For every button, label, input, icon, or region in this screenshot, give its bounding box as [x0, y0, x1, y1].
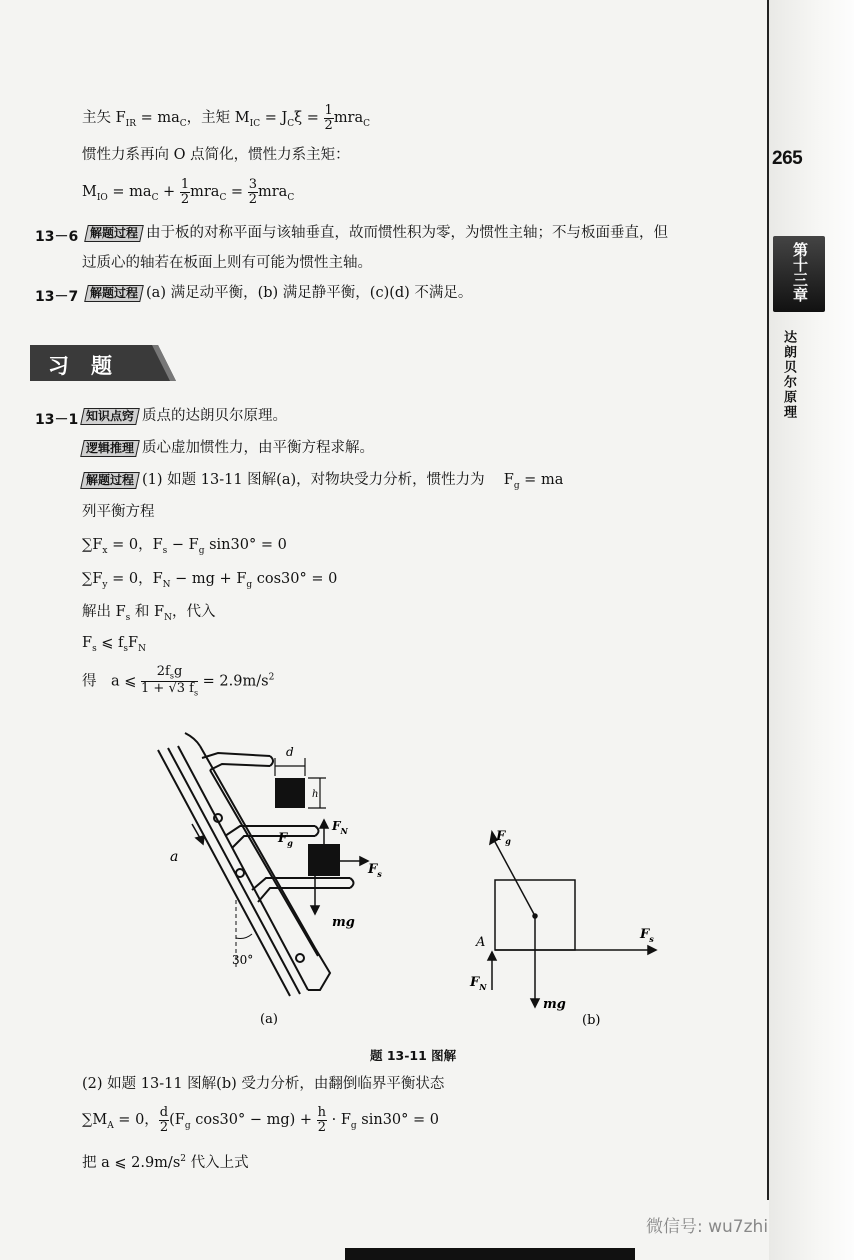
- chapter-tab: [773, 236, 825, 312]
- text: ξ =: [294, 110, 324, 127]
- text: 由于板的对称平面与该轴垂直，故而惯性积为零，为惯性主轴；不与板面垂直，但: [146, 225, 669, 241]
- sub: g: [198, 545, 205, 556]
- text: (1) 如题 13-11 图解(a)，对物块受力分析，惯性力为 F: [142, 472, 514, 488]
- figure-13-11: [140, 728, 660, 1038]
- text: · F: [327, 1112, 351, 1129]
- text: F: [640, 927, 650, 942]
- page-number: 265: [772, 148, 803, 169]
- text: − F: [167, 537, 199, 553]
- denominator: [141, 682, 198, 698]
- sub: s: [193, 688, 199, 698]
- text: mra: [190, 184, 220, 201]
- sub: N: [340, 826, 348, 836]
- sub: C: [287, 119, 295, 130]
- sub: C: [179, 119, 187, 130]
- eq-main-vector: [82, 104, 370, 132]
- text: ，主矩 M: [186, 110, 250, 127]
- text: ⩽ f: [96, 635, 124, 651]
- fraction: [180, 178, 190, 206]
- label-mg-a: mg: [332, 915, 355, 930]
- item-number: 13－1: [35, 412, 79, 428]
- section-title: 习题: [48, 354, 134, 378]
- denominator: 2: [324, 117, 333, 133]
- logic-tag: [80, 440, 140, 457]
- text: (F: [169, 1112, 185, 1129]
- fraction: [159, 1106, 169, 1134]
- eq-main-moment: [82, 178, 294, 206]
- fraction: [324, 104, 334, 132]
- text: (a) 满足动平衡，(b) 满足静平衡，(c)(d) 不满足。: [146, 285, 473, 301]
- fraction: [248, 178, 258, 206]
- tag-label: 知识点窍: [86, 409, 135, 423]
- item-13-6-line1: [86, 225, 668, 242]
- text: cos30° = 0: [252, 571, 338, 587]
- denominator: 2: [317, 1119, 326, 1135]
- text: 质心虚加惯性力，由平衡方程求解。: [142, 440, 375, 456]
- sub: g: [513, 480, 520, 491]
- fraction: [317, 1106, 327, 1134]
- eq-sum-fy: [82, 571, 337, 591]
- sub: g: [287, 838, 293, 848]
- subfig-a-label: (a): [260, 1012, 278, 1027]
- sub: C: [363, 119, 371, 130]
- label-mg-b: mg: [543, 997, 566, 1012]
- text: 2f: [156, 664, 170, 679]
- figure-caption: 题 13-11 图解: [370, 1048, 457, 1063]
- subfig-b-label: (b): [582, 1013, 601, 1028]
- text: F: [128, 635, 139, 651]
- label-fn-a: [331, 819, 349, 836]
- solution-tag: [84, 225, 144, 242]
- text: ，代入: [171, 604, 216, 620]
- numerator: 3: [248, 177, 257, 192]
- sub: IO: [96, 193, 108, 204]
- numerator: 1: [180, 177, 190, 192]
- label-d: d: [286, 745, 294, 759]
- text-line: (2) 如题 13-11 图解(b) 受力分析，由翻倒临界平衡状态: [82, 1076, 445, 1092]
- bottom-binding-bar: [345, 1248, 635, 1260]
- text: F: [470, 975, 480, 990]
- label-fg-b: [495, 829, 511, 846]
- text: M: [82, 184, 97, 201]
- eq-sum-fx: [82, 537, 287, 557]
- text: F: [82, 635, 93, 651]
- sub: C: [151, 193, 159, 204]
- tag-label: 解题过程: [90, 286, 139, 300]
- text: cos30° − mg) +: [190, 1112, 317, 1129]
- sub: s: [169, 671, 174, 681]
- text: g: [173, 664, 183, 679]
- text: sin30° = 0: [204, 537, 287, 553]
- text: 解出 F: [82, 604, 126, 620]
- sub: x: [102, 545, 108, 556]
- item-13-6-line2: 过质心的轴若在板面上则有可能为惯性主轴。: [82, 255, 372, 271]
- section-header: [30, 345, 176, 381]
- text: = ma: [519, 472, 564, 488]
- text: F: [332, 819, 341, 833]
- label-fs-b: [639, 927, 654, 944]
- fraction: [141, 665, 198, 698]
- text: 和 F: [130, 604, 165, 620]
- knowledge-tag: [80, 408, 140, 425]
- text: 得 a ⩽: [82, 673, 142, 690]
- knowledge-line: [82, 408, 287, 425]
- page-edge-line: [767, 0, 769, 1200]
- sup: 2: [180, 1154, 186, 1164]
- item-13-7-line: [86, 285, 472, 302]
- item-number: 13－7: [35, 289, 79, 305]
- text-line: 惯性力系再向 O 点简化，惯性力系主矩：: [82, 147, 350, 163]
- sub: y: [102, 579, 108, 590]
- text: = J: [260, 110, 288, 127]
- sub: g: [350, 1121, 357, 1132]
- sub: IC: [249, 119, 261, 130]
- text: = 2.9m/s: [198, 673, 269, 690]
- text: F: [496, 829, 506, 844]
- tag-label: 解题过程: [86, 473, 135, 487]
- solution-tag: [80, 472, 140, 489]
- numerator: 1: [324, 103, 333, 118]
- item-number: 13－6: [35, 229, 79, 245]
- label-angle: 30°: [232, 953, 254, 967]
- sub: C: [219, 193, 227, 204]
- chapter-title: 达朗贝尔原理: [781, 330, 796, 420]
- sub: IR: [125, 119, 137, 130]
- text: F: [278, 831, 288, 846]
- numerator: h: [317, 1105, 327, 1120]
- logic-line: [82, 440, 374, 457]
- text: ∑F: [82, 571, 103, 587]
- solution-tag: [84, 285, 144, 302]
- eq-moment-a: [82, 1106, 439, 1134]
- numerator: [141, 665, 198, 682]
- sub: g: [505, 836, 511, 846]
- label-accel: a: [170, 849, 179, 865]
- text-line: 列平衡方程: [82, 504, 155, 520]
- sub: N: [138, 643, 146, 654]
- sub: N: [162, 579, 171, 590]
- text: = 0，F: [107, 537, 163, 553]
- sub: A: [107, 1121, 114, 1132]
- text: = 0，F: [107, 571, 163, 587]
- text: =: [226, 184, 248, 201]
- sub: s: [377, 869, 382, 879]
- eq-friction: [82, 635, 146, 655]
- label-fg-a: [277, 831, 293, 848]
- numerator: d: [159, 1105, 169, 1120]
- sub: s: [649, 934, 654, 944]
- text: 质点的达朗贝尔原理。: [142, 408, 288, 424]
- page-margin: [769, 0, 854, 1260]
- chapter-tab-label: 第十三章: [791, 242, 809, 302]
- denominator: 2: [159, 1119, 169, 1135]
- sub: g: [184, 1121, 191, 1132]
- tag-label: 解题过程: [90, 226, 139, 240]
- text: mra: [333, 110, 364, 127]
- eq-result: [82, 665, 274, 698]
- free-body-diagram: [488, 832, 656, 1007]
- label-fn-b: [469, 975, 487, 992]
- text: = ma: [136, 110, 180, 127]
- text: ∑F: [82, 537, 103, 553]
- sub: g: [246, 579, 253, 590]
- sub: s: [125, 612, 131, 623]
- upper-block: [275, 778, 305, 808]
- label-point-a: A: [476, 935, 486, 950]
- text: 主矢 F: [82, 110, 126, 127]
- text-line: [82, 1154, 249, 1172]
- text: ∑M: [82, 1112, 108, 1129]
- text: 代入上式: [186, 1154, 249, 1171]
- text: = ma: [107, 184, 152, 201]
- denominator: 2: [180, 191, 190, 207]
- denominator: 2: [248, 191, 257, 207]
- text: sin30° = 0: [356, 1112, 439, 1129]
- label-fs-a: [367, 862, 382, 879]
- text-line: [82, 604, 215, 624]
- text: +: [158, 184, 180, 201]
- text: F: [368, 862, 378, 877]
- lower-block: [308, 844, 340, 876]
- sub: s: [92, 643, 97, 654]
- tag-label: 逻辑推理: [86, 441, 135, 455]
- text: mra: [257, 184, 288, 201]
- sub: s: [162, 545, 168, 556]
- sup: 2: [268, 672, 275, 683]
- wechat-watermark: 微信号: wu7zhi: [646, 1217, 769, 1237]
- sub: C: [287, 193, 295, 204]
- text: = 0，: [113, 1112, 159, 1129]
- solution-line: [82, 472, 563, 492]
- text: 把 a ⩽ 2.9m/s: [82, 1154, 181, 1171]
- sub: N: [479, 982, 487, 992]
- text: 1 + √3 f: [141, 680, 194, 696]
- label-h: h: [312, 789, 319, 800]
- text: − mg + F: [170, 571, 247, 587]
- sub: N: [164, 612, 172, 623]
- sub: s: [123, 643, 129, 654]
